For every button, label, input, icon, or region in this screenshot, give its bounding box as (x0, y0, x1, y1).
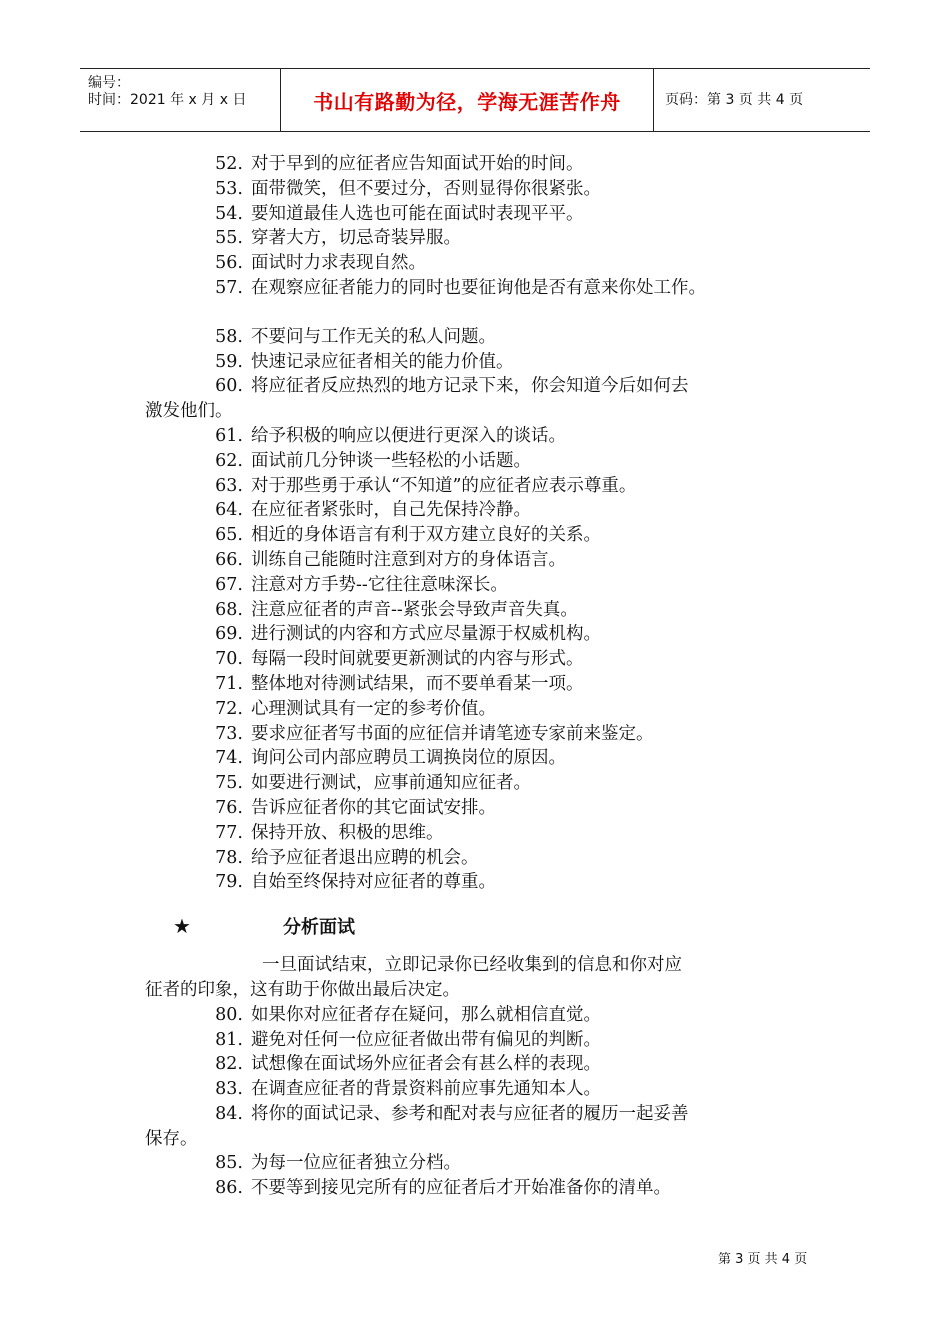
item-number: 83. (215, 1079, 243, 1100)
item-number: 84. (215, 1103, 243, 1124)
item-number: 80. (215, 1004, 243, 1025)
item-number: 71. (215, 673, 243, 694)
page-footer: 第 3 页 共 4 页 (718, 1252, 808, 1267)
list-item (145, 1176, 815, 1201)
item-text: 保持开放、积极的思维。 (251, 822, 444, 843)
page-header (80, 68, 870, 132)
item-text: 自始至终保持对应征者的尊重。 (251, 872, 496, 893)
item-number: 52. (215, 154, 243, 174)
list-item (145, 548, 815, 573)
item-text: 进行测试的内容和方式应尽量源于权威机构。 (251, 624, 601, 645)
number-label: 编号： (88, 75, 130, 91)
list-items-52-57 (145, 152, 815, 301)
list-item (145, 722, 815, 747)
item-text: 如要进行测试，应事前通知应征者。 (251, 773, 531, 794)
item-number: 67. (215, 574, 243, 595)
list-item (145, 622, 815, 647)
item-text: 注意应征者的声音--紧张会导致声音失真。 (251, 599, 578, 620)
item-text: 将你的面试记录、参考和配对表与应征者的履历一起妥善 (251, 1103, 689, 1124)
item-number: 86. (215, 1178, 243, 1199)
item-text: 心理测试具有一定的参考价值。 (251, 698, 496, 719)
item-number: 85. (215, 1153, 243, 1174)
section-heading (145, 907, 815, 945)
item-number: 62. (215, 450, 243, 471)
list-item (145, 325, 815, 350)
list-item (145, 177, 815, 202)
list-item (145, 523, 815, 548)
list-item (145, 202, 815, 227)
item-number: 66. (215, 549, 243, 570)
list-item (145, 647, 815, 672)
item-text: 对于早到的应征者应告知面试开始的时间。 (251, 154, 584, 174)
item-text: 对于那些勇于承认“不知道”的应征者应表示尊重。 (251, 475, 637, 496)
item-number: 82. (215, 1054, 243, 1075)
intro-paragraph-line-2: 征者的印象，这有助于你做出最后决定。 (145, 979, 460, 1000)
item-number: 81. (215, 1029, 243, 1050)
list-item (145, 870, 815, 895)
item-text: 每隔一段时间就要更新测试的内容与形式。 (251, 649, 584, 670)
list-item (145, 350, 815, 375)
list-items-61-79 (145, 424, 815, 895)
list-item (145, 746, 815, 771)
item-number: 76. (215, 797, 243, 818)
intro-paragraph-line-1: 一旦面试结束，立即记录你已经收集到的信息和你对应 (262, 955, 682, 976)
item-text: 询问公司内部应聘员工调换岗位的原因。 (251, 748, 566, 769)
item-number: 53. (215, 178, 243, 199)
item-number: 69. (215, 624, 243, 645)
item-number: 59. (215, 351, 243, 372)
spacer (145, 301, 815, 325)
list-item (145, 226, 815, 251)
list-items-80-84 (145, 1003, 815, 1127)
list-item (145, 672, 815, 697)
list-item (145, 1077, 815, 1102)
item-text: 给予积极的响应以便进行更深入的谈话。 (251, 425, 566, 446)
list-item (145, 771, 815, 796)
item-text: 将应征者反应热烈的地方记录下来，你会知道今后如何去 (251, 376, 689, 397)
item-84-continuation: 保存。 (145, 1128, 198, 1149)
item-number: 54. (215, 203, 243, 224)
list-item (145, 697, 815, 722)
item-text: 要求应征者写书面的应征信并请笔迹专家前来鉴定。 (251, 723, 654, 744)
item-text: 相近的身体语言有利于双方建立良好的关系。 (251, 525, 601, 546)
item-text: 快速记录应征者相关的能力价值。 (251, 351, 514, 372)
list-item (145, 573, 815, 598)
item-text: 要知道最佳人选也可能在面试时表现平平。 (251, 203, 584, 224)
item-number: 57. (215, 277, 243, 298)
header-page-code: 页码：第 3 页 共 4 页 (665, 92, 804, 108)
item-text: 在观察应征者能力的同时也要征询他是否有意来你处工作。 (251, 277, 706, 298)
item-text: 避免对任何一位应征者做出带有偏见的判断。 (251, 1029, 601, 1050)
item-text: 面带微笑，但不要过分，否则显得你很紧张。 (251, 178, 601, 199)
item-text: 穿著大方，切忌奇装异服。 (251, 228, 461, 249)
list-item (145, 1003, 815, 1028)
list-item (145, 1102, 815, 1127)
item-number: 75. (215, 773, 243, 794)
item-number: 79. (215, 872, 243, 893)
list-item (145, 1052, 815, 1077)
item-number: 70. (215, 649, 243, 670)
item-number: 65. (215, 525, 243, 546)
item-number: 63. (215, 475, 243, 496)
item-text: 告诉应征者你的其它面试安排。 (251, 797, 496, 818)
item-number: 77. (215, 822, 243, 843)
list-item (145, 821, 815, 846)
star-icon: ★ (173, 914, 191, 939)
list-item (145, 449, 815, 474)
list-items-85-86 (145, 1151, 815, 1201)
item-text: 不要等到接见完所有的应征者后才开始准备你的清单。 (251, 1178, 671, 1199)
item-number: 64. (215, 500, 243, 521)
list-item (145, 152, 815, 177)
list-item (145, 598, 815, 623)
item-text: 整体地对待测试结果，而不要单看某一项。 (251, 673, 584, 694)
item-text: 在调查应征者的背景资料前应事先通知本人。 (251, 1079, 601, 1100)
list-item (145, 498, 815, 523)
item-number: 55. (215, 228, 243, 249)
item-text: 注意对方手势--它往往意味深长。 (251, 574, 508, 595)
item-text: 给予应征者退出应聘的机会。 (251, 847, 479, 868)
list-items-58-60 (145, 325, 815, 399)
item-number: 78. (215, 847, 243, 868)
header-motto: 书山有路勤为径，学海无涯苦作舟 (281, 69, 654, 131)
header-meta (80, 69, 281, 131)
list-item (145, 1028, 815, 1053)
item-number: 56. (215, 253, 243, 274)
item-text: 不要问与工作无关的私人问题。 (251, 326, 496, 347)
item-number: 72. (215, 698, 243, 719)
item-text: 如果你对应征者存在疑问，那么就相信直觉。 (251, 1004, 601, 1025)
item-text: 面试前几分钟谈一些轻松的小话题。 (251, 450, 531, 471)
item-number: 58. (215, 326, 243, 347)
item-number: 68. (215, 599, 243, 620)
section-title: 分析面试 (283, 917, 355, 939)
item-text: 在应征者紧张时，自己先保持冷静。 (251, 500, 531, 521)
list-item (145, 796, 815, 821)
item-text: 试想像在面试场外应征者会有甚么样的表现。 (251, 1054, 601, 1075)
item-text: 训练自己能随时注意到对方的身体语言。 (251, 549, 566, 570)
item-number: 73. (215, 723, 243, 744)
list-item (145, 424, 815, 449)
list-item (145, 251, 815, 276)
item-number: 60. (215, 376, 243, 397)
document-body (145, 152, 815, 1201)
item-text: 面试时力求表现自然。 (251, 253, 426, 274)
list-item (145, 846, 815, 871)
item-60-continuation: 激发他们。 (145, 401, 233, 422)
item-number: 74. (215, 748, 243, 769)
list-item (145, 374, 815, 399)
list-item (145, 1151, 815, 1176)
item-number: 61. (215, 425, 243, 446)
time-label: 时间：2021 年 x 月 x 日 (88, 92, 247, 108)
item-text: 为每一位应征者独立分档。 (251, 1153, 461, 1174)
list-item (145, 474, 815, 499)
list-item (145, 276, 815, 301)
